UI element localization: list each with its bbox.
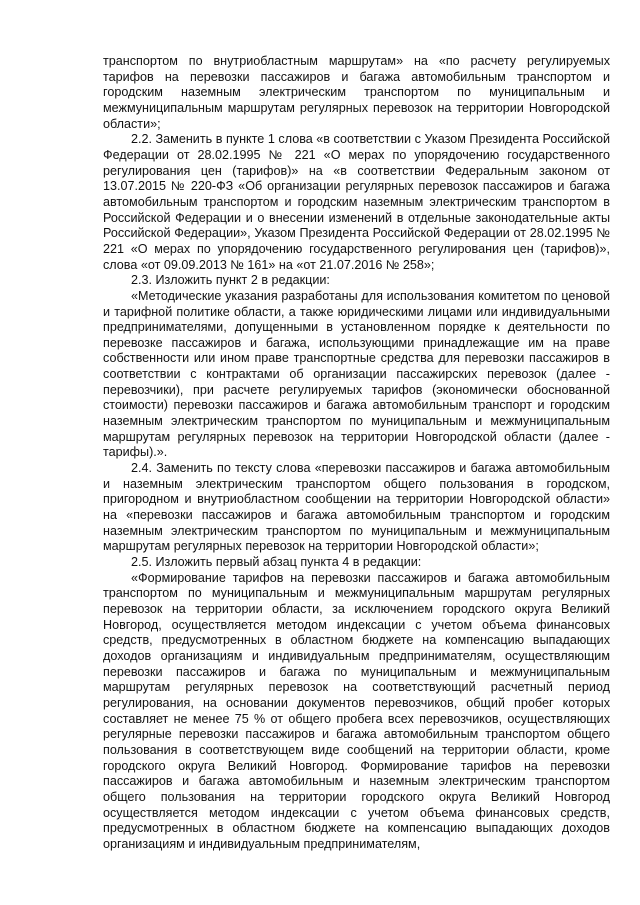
document-body xyxy=(103,54,610,852)
paragraph-item-2-2: 2.2. Заменить в пункте 1 слова «в соответствии с Указом Президента Российской Федерации от 28.02.1995 № 221 «О мерах по упорядочению государственного регулирования цен (тарифов)» на «в соответствии Федеральным законом от 13.07.2015 № 220-ФЗ «Об организации регулярных перевозок пассажиров и багажа автомобильным транспортом и городским наземным электрическим транспортом в Российской Федерации и о внесении изменений в отдельные законодательные акты Российской Федерации», Указом Президента Российской Федерации от 28.02.1995 № 221 «О мерах по упорядочению государственного регулирования цен (тарифов)», слова «от 09.09.2013 № 161» на «от 21.07.2016 № 258»; xyxy=(103,132,610,272)
paragraph-continuation: транспортом по внутриобластным маршрутам» на «по расчету регулируемых тарифов на перевозки пассажиров и багажа автомобильным транспортом и городским наземным электрическим транспортом по муниципальным и межмуниципальным маршрутам регулярных перевозок на территории Новгородской области»; xyxy=(103,54,610,131)
paragraph-item-2-3: 2.3. Изложить пункт 2 в редакции: xyxy=(131,273,330,288)
paragraph-item-2-5: 2.5. Изложить первый абзац пункта 4 в редакции: xyxy=(131,555,422,569)
paragraph-item-2-4: 2.4. Заменить по тексту слова «перевозки пассажиров и багажа автомобильным и наземным электрическим транспортом общего пользования в городском, пригородном и внутриобластном сообщении на территории Новгородской области» на «перевозки пассажиров и багажа автомобильным транспортом и городским наземным электрическим транспортом по муниципальным и межмуниципальным маршрутам регулярных перевозок на территории Новгородской области»; xyxy=(103,461,610,554)
paragraph-quote-point-2: «Методические указания разработаны для использования комитетом по ценовой и тарифной политике области, а также юридическими лицами или индивидуальными предпринимателями, допущенными в установленном порядке к деятельности по перевозке пассажиров и багажа, использующими принадлежащие им на праве собственности или ином праве транспортные средства для перевозки пассажиров в соответствии с контрактами об организации пассажирских перевозок (далее - перевозчики), при расчете регулируемых тарифов (экономически обоснованной стоимости) перевозки пассажиров и багажа автомобильным транспорт и городским наземным электрическим транспортом по муниципальным и межмуниципальным маршрутам регулярных перевозок на территории Новгородской области (далее - тарифы).». xyxy=(103,288,610,460)
paragraph-quote-point-4: «Формирование тарифов на перевозки пассажиров и багажа автомобильным транспортом по муниципальным и межмуниципальным маршрутам регулярных перевозок на территории области, за исключением городского округа Великий Новгород, осуществляется методом индексации с учетом объема финансовых средств, предусмотренных в областном бюджете на компенсацию выпадающих доходов организациям и индивидуальным предпринимателям, осуществляющим перевозки пассажиров и багажа по муниципальным и межмуниципальным маршрутам регулярных перевозок на соответствующий расчетный период регулирования, на основании документов перевозчиков, общий пробег которых составляет не менее 75 % от общего пробега всех перевозчиков, осуществляющих регулярные перевозки пассажиров и багажа автомобильным транспортом общего пользования в соответствующем виде сообщений на территории области, кроме городского округа Великий Новгород. Формирование тарифов на перевозки пассажиров и багажа автомобильным и наземным электрическим транспортом общего пользования на территории городского округа Великий Новгород осуществляется методом индексации с учетом объема финансовых средств, предусмотренных в областном бюджете на компенсацию выпадающих доходов организациям и индивидуальным предпринимателям, xyxy=(103,570,610,851)
